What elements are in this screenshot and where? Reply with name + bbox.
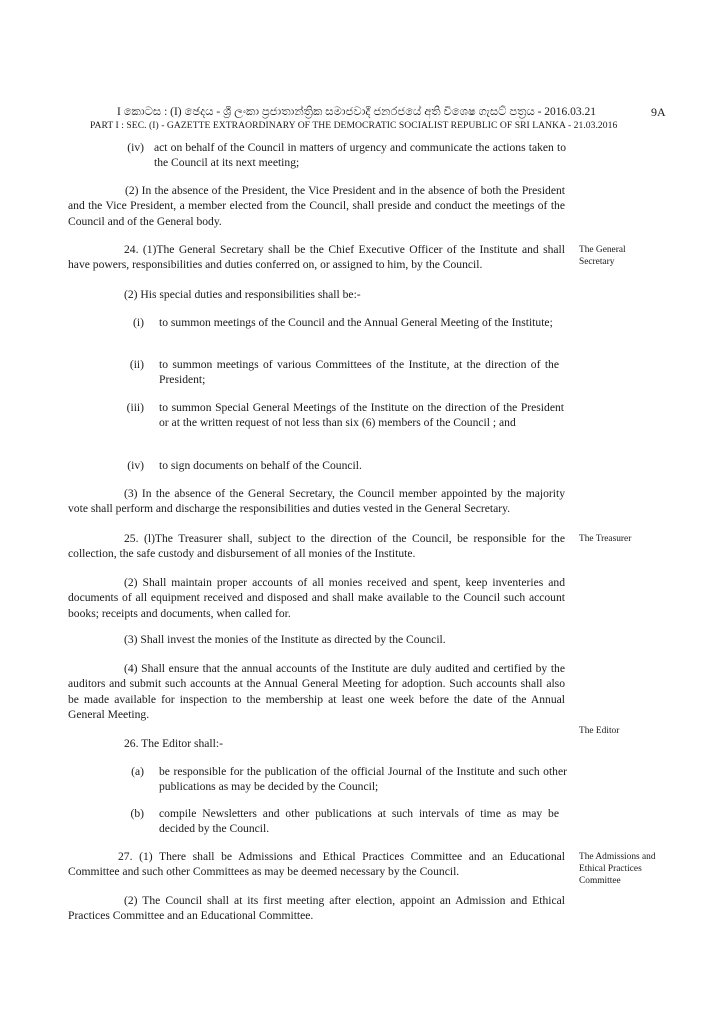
list-item-text: to summon meetings of various Committees of the Institute, at the direction of the President;	[159, 358, 559, 387]
paragraph-27-2: (2) The Council shall at its first meeting after election, appoint an Admission and Ethical Practices Committee and an Educational Committee.	[68, 894, 565, 923]
list-item-number: (a)	[131, 765, 144, 778]
paragraph-27-1: 27. (1) There shall be Admissions and Ethical Practices Committee and an Educational Committee and such other Committees as may be deemed necessary by the Council.	[68, 850, 565, 879]
list-item-number: (iv)	[127, 141, 144, 154]
list-item-number: (i)	[133, 316, 144, 329]
margin-note-treasurer: The Treasurer	[579, 534, 632, 544]
list-item-text: to sign documents on behalf of the Council.	[159, 459, 362, 472]
list-item-number: (iii)	[126, 401, 144, 414]
list-item-text: act on behalf of the Council in matters of urgency and communicate the actions taken to the Council at its next meeting;	[154, 141, 566, 170]
list-item-number: (iv)	[127, 459, 144, 472]
paragraph-24-1: 24. (1)The General Secretary shall be the Chief Executive Officer of the Institute and shall have powers, responsibilities and duties conferred on, or assigned to him, by the Council.	[68, 243, 565, 272]
paragraph-25-4: (4) Shall ensure that the annual accounts of the Institute are duly audited and certified by the auditors and submit such accounts at the Annual General Meeting for adoption. Such accounts shall also be made available for inspection to the membership at least one week before the date of the Annual General Meeting.	[68, 662, 565, 722]
gazette-header-sinhala: I කොටස : (I) ඡෙදය - ශ්‍රී ලංකා ප්‍රජාතාන්ත්‍රික සමාජවාදී ජනරජයේ අති විශෙෂ ගැසට් පත්‍රය - 2016.03.21	[117, 106, 597, 118]
list-item-text: to summon meetings of the Council and the Annual General Meeting of the Institute;	[159, 316, 553, 329]
list-item-text: be responsible for the publication of the official Journal of the Institute and such other publications as may be decided by the Council;	[159, 765, 567, 794]
list-item-number: (b)	[130, 807, 144, 820]
margin-note-editor: The Editor	[579, 726, 620, 736]
paragraph-23-2: (2) In the absence of the President, the Vice President and in the absence of both the President and the Vice President, a member elected from the Council, shall preside and conduct the meetings of the Council and of the General body.	[68, 184, 565, 228]
paragraph-25-3: (3) Shall invest the monies of the Institute as directed by the Council.	[124, 633, 446, 646]
paragraph-26: 26. The Editor shall:-	[124, 737, 223, 750]
page-number: 9A	[651, 105, 666, 119]
margin-note-admissions: The Admissions and Ethical Practices Committee	[579, 852, 656, 886]
margin-note-general-secretary: The General Secretary	[579, 245, 626, 267]
gazette-header-english: PART I : SEC. (I) - GAZETTE EXTRAORDINARY OF THE DEMOCRATIC SOCIALIST REPUBLIC OF SRI LANKA - 21.03.2016	[90, 120, 618, 131]
paragraph-24-2: (2) His special duties and responsibilities shall be:-	[124, 288, 361, 301]
paragraph-25-2: (2) Shall maintain proper accounts of all monies received and spent, keep inventeries and documents of all equipment received and disposed and shall make available to the Council such account books; receipts and documents, when called for.	[68, 576, 565, 620]
list-item-text: to summon Special General Meetings of the Institute on the direction of the President or at the written request of not less than six (6) members of the Council ; and	[159, 401, 564, 430]
list-item-number: (ii)	[129, 358, 144, 371]
list-item-text: compile Newsletters and other publications at such intervals of time as may be decided by the Council.	[159, 807, 559, 836]
paragraph-24-3: (3) In the absence of the General Secretary, the Council member appointed by the majority vote shall perform and discharge the responsibilities and duties vested in the General Secretary.	[68, 487, 565, 516]
paragraph-25-1: 25. (l)The Treasurer shall, subject to the direction of the Council, be responsible for the collection, the safe custody and disbursement of all monies of the Institute.	[68, 532, 565, 561]
